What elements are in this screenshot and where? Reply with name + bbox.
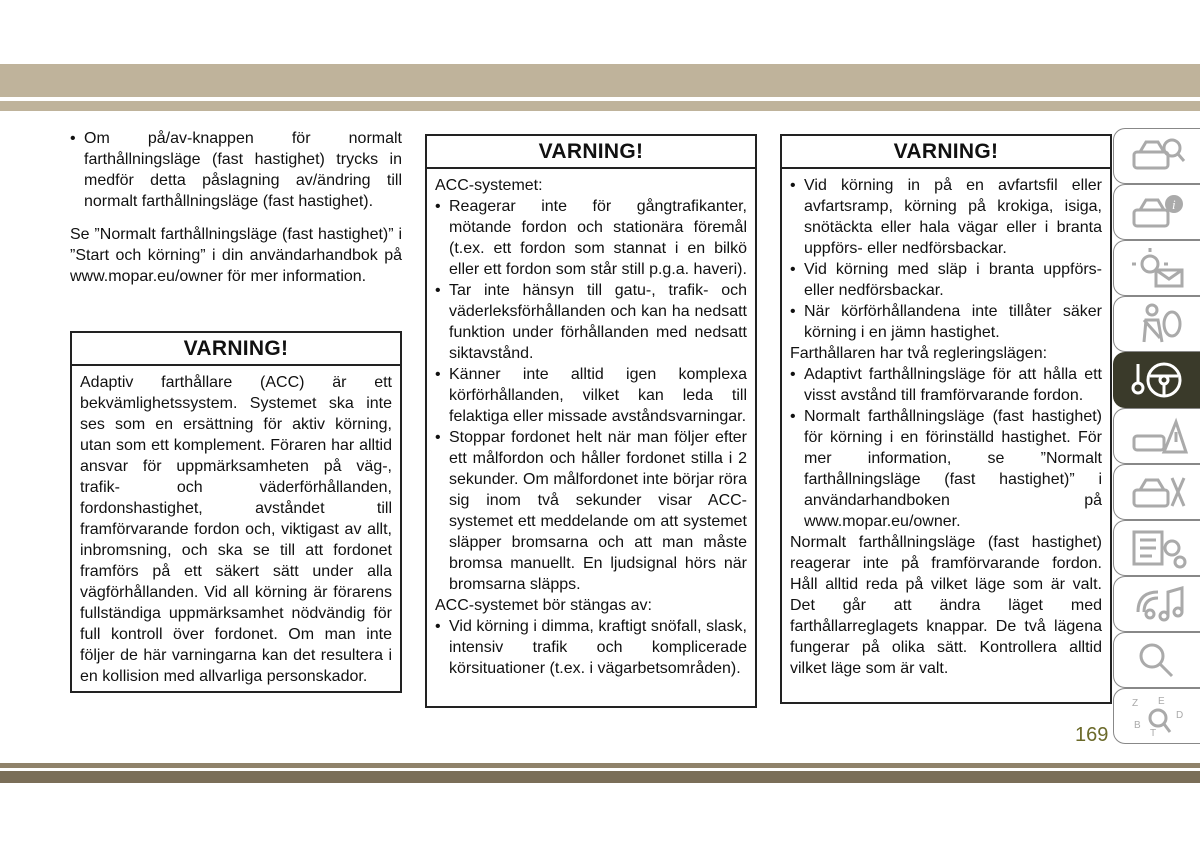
car-search-icon	[1128, 134, 1188, 178]
header-band	[0, 64, 1200, 97]
bullet-text: När körförhållandena inte tillåter säker körning i en jämn hastighet.	[804, 303, 1102, 341]
alphabet-index-icon	[1128, 694, 1188, 738]
paragraph: Se ”Normalt farthållningsläge (fast hastighet)” i ”Start och körning” i din användarhandbok på www.mopar.eu/owner för mer information.	[70, 226, 402, 285]
tab-car-info[interactable]	[1113, 184, 1200, 240]
bullet-marker: •	[790, 366, 796, 383]
specifications-icon	[1128, 526, 1188, 570]
svg-text:T: T	[1149, 728, 1156, 738]
tab-safety[interactable]	[1113, 296, 1200, 352]
bullet-text: Normalt farthållningsläge (fast hastighet) för körning i en förinställd hastighet. För mer information, se ”Normalt farthållningsläge (fast hastighet)” i användarhandboken på www.mopar.eu/owner.	[804, 408, 1102, 530]
tab-start-driving[interactable]	[1113, 352, 1200, 408]
seatbelt-airbag-icon	[1128, 302, 1188, 346]
bullet-marker: •	[790, 177, 796, 194]
bullet-text: Adaptivt farthållningsläge för att hålla ett visst avstånd till framförvarande fordon.	[804, 366, 1102, 404]
warning-text: Adaptiv farthållare (ACC) är ett bekvämlighetssystem. Systemet ska inte ses som en ersättning för aktiv körning, utan som ett komplement. Föraren har alltid ansvar för uppmärksamheten på väg-, trafik- och väderförhållanden, fordonshastighet, avståndet till framförvarande fordon och, viktigast av allt, inbromsning, och ska se till att fordonet framförs på ett säkert sätt under alla vägförhållanden. Vid all körning är förarens fullständiga uppmärksamhet nödvändig för full kontroll över fordonet. Om man inte följer de här varningarna kan det resultera i en kollision med allvarliga personskador.	[80, 374, 392, 685]
warning-light-message-icon	[1128, 246, 1188, 290]
bullet-marker: •	[790, 261, 796, 278]
left-column	[70, 128, 402, 303]
warning-title: VARNING!	[782, 136, 1110, 169]
bullet-marker: •	[790, 303, 796, 320]
header-stripe	[0, 101, 1200, 111]
bullet-marker: •	[435, 198, 441, 215]
warning-outro: Normalt farthållningsläge (fast hastighet) reagerar inte på framförvarande fordon. Håll alltid reda på vilket läge som är valt. Det går att ändra läget med farthållarreglagets knappar. De två lägena fungerar på olika sätt. Kontrollera alltid vilket läge som är valt.	[790, 534, 1102, 677]
list-item	[435, 196, 747, 280]
list-item	[790, 406, 1102, 532]
footer-band	[0, 771, 1200, 783]
warning-box-1	[70, 331, 402, 693]
tab-warning-lights[interactable]	[1113, 240, 1200, 296]
warning-box-2	[425, 134, 757, 708]
warning-intro: Farthållaren har två regleringslägen:	[790, 345, 1048, 362]
list-item	[790, 364, 1102, 406]
footer-stripe	[0, 763, 1200, 768]
bullet-marker: •	[435, 618, 441, 635]
bullet-text: Reagerar inte för gångtrafikanter, mötande fordon och stationära föremål (t.ex. ett fordon som stannat i en bilkö eller ett fordon som står still p.g.a. haveri).	[449, 198, 747, 278]
steering-wheel-key-icon	[1128, 358, 1188, 402]
bullet-text: Vid körning in på en avfartsfil eller avfartsramp, körning på krokiga, isiga, snötäckta eller hala vägar eller i branta uppförs- eller nedförsbackar.	[804, 177, 1102, 257]
car-service-icon	[1128, 470, 1188, 514]
tab-maintenance[interactable]	[1113, 464, 1200, 520]
svg-text:D: D	[1175, 710, 1183, 721]
list-item	[70, 128, 402, 212]
bullet-marker: •	[435, 366, 441, 383]
list-item	[790, 175, 1102, 259]
list-item	[790, 259, 1102, 301]
bullet-marker: •	[435, 282, 441, 299]
bullet-marker: •	[790, 408, 796, 425]
bullet-marker: •	[70, 130, 76, 147]
list-item	[435, 280, 747, 364]
warning-title: VARNING!	[72, 333, 400, 366]
tab-index-search[interactable]	[1113, 632, 1200, 688]
tab-car-search[interactable]	[1113, 128, 1200, 184]
index-search-icon	[1128, 638, 1188, 682]
warning-intro: ACC-systemet:	[435, 177, 543, 194]
bullet-marker: •	[435, 429, 441, 446]
list-item	[435, 616, 747, 679]
bullet-text: Tar inte hänsyn till gatu-, trafik- och väderleksförhållanden och kan ha nedsatt funktion under förhållanden med nedsatt siktavstånd.	[449, 282, 747, 362]
svg-text:E: E	[1157, 696, 1165, 707]
list-item	[435, 427, 747, 595]
car-info-icon	[1128, 190, 1188, 234]
list-item	[790, 301, 1102, 343]
warning-intro: ACC-systemet bör stängas av:	[435, 597, 652, 614]
warning-box-3	[780, 134, 1112, 704]
tab-specifications[interactable]	[1113, 520, 1200, 576]
tab-multimedia[interactable]	[1113, 576, 1200, 632]
warning-title: VARNING!	[427, 136, 755, 169]
page-number: 169	[1075, 724, 1109, 746]
tab-alphabet-index[interactable]	[1113, 688, 1200, 744]
svg-text:Z: Z	[1131, 698, 1138, 709]
bullet-text: Känner inte alltid igen komplexa körförhållanden, vilket kan leda till felaktiga eller missade avståndsvarningar.	[449, 366, 747, 425]
bullet-text: Vid körning med släp i branta uppförs- eller nedförsbackar.	[804, 261, 1102, 299]
tab-emergency[interactable]	[1113, 408, 1200, 464]
bullet-text: Stoppar fordonet helt när man följer efter ett målfordon och håller fordonet stilla i 2 sekunder. Om målfordonet inte börjar röra sig inom två sekunder visar ACC-systemet ett meddelande om att systemet släpper bromsarna och att man måste bromsa manuellt. En ljudsignal hörs när bromsarna släpps.	[449, 429, 747, 593]
multimedia-icon	[1128, 582, 1188, 626]
svg-text:B: B	[1133, 720, 1141, 731]
svg-text:i: i	[1171, 197, 1176, 212]
list-item	[435, 364, 747, 427]
bullet-text: Vid körning i dimma, kraftigt snöfall, slask, intensiv trafik och komplicerade körsituationer (t.ex. i vägarbetsområden).	[449, 618, 747, 677]
car-hazard-icon	[1128, 414, 1188, 458]
bullet-text: Om på/av-knappen för normalt farthållningsläge (fast hastighet) trycks in medför detta påslagning av/ändring till normalt farthållningsläge (fast hastighet).	[84, 130, 402, 210]
